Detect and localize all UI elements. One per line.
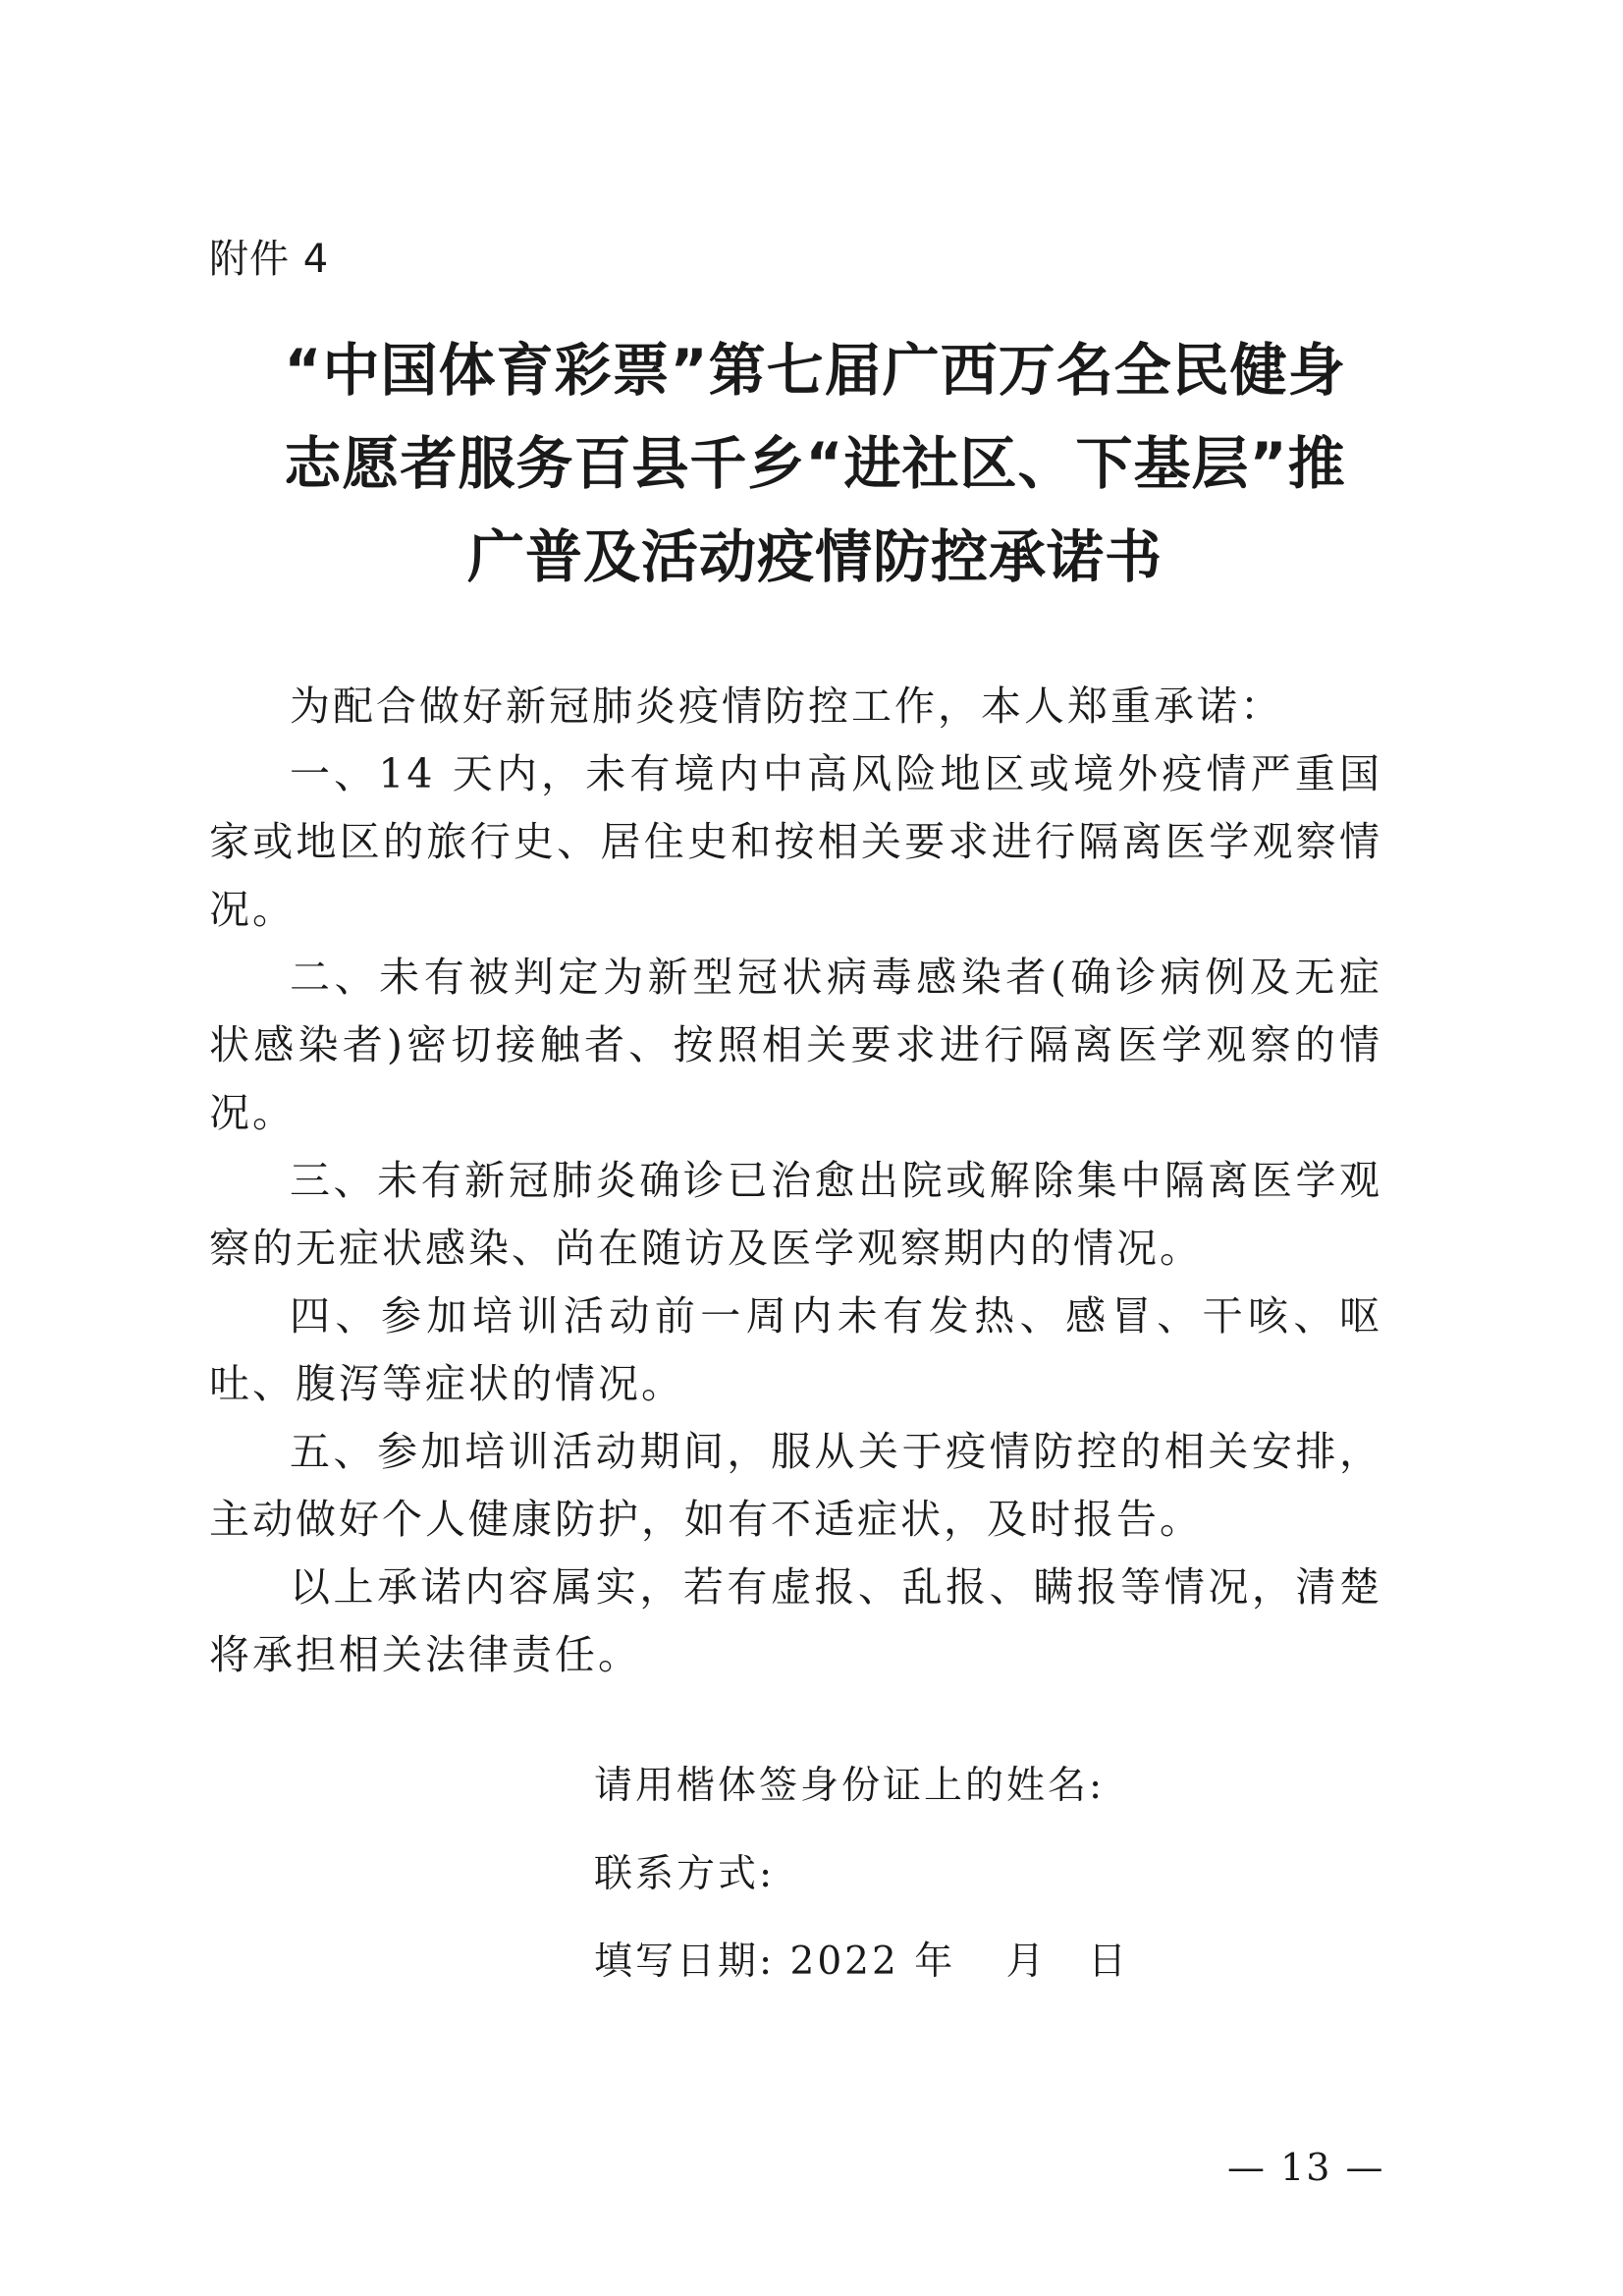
intro-paragraph: 为配合做好新冠肺炎疫情防控工作，本人郑重承诺： <box>290 683 1283 730</box>
commitment-item-4: 四、参加培训活动前一周内未有发热、感冒、干咳、呕吐、腹泻等症状的情况。 <box>209 1292 1382 1407</box>
date-day-unit: 日 <box>1088 1940 1130 1984</box>
signature-name-label: 请用楷体签身份证上的姓名: <box>594 1764 1106 1808</box>
date-year: 2022 <box>789 1940 899 1984</box>
title-line-3: 广普及活动疫情防控承诺书 <box>466 523 1163 590</box>
page-number: — 13 — <box>1227 2146 1385 2189</box>
commitment-item-1: 一、14 天内，未有境内中高风险地区或境外疫情严重国家或地区的旅行史、居住史和按相关要求进行隔离医学观察情况。 <box>209 750 1382 933</box>
title-line-2: 志愿者服务百县千乡“进社区、下基层”推 <box>284 430 1346 497</box>
contact-label: 联系方式: <box>594 1852 776 1896</box>
commitment-item-3: 三、未有新冠肺炎确诊已治愈出院或解除集中隔离医学观察的无症状感染、尚在随访及医学观察期内的情况。 <box>209 1157 1382 1272</box>
fill-date <box>594 1931 1129 1986</box>
date-month-unit: 月 <box>1005 1940 1048 1984</box>
date-year-unit: 年 <box>914 1940 956 1984</box>
commitment-body <box>209 673 1382 1689</box>
closing-paragraph: 以上承诺内容属实，若有虚报、乱报、瞒报等情况，清楚将承担相关法律责任。 <box>209 1563 1382 1678</box>
commitment-item-5: 五、参加培训活动期间，服从关于疫情防控的相关安排，主动做好个人健康防护，如有不适症状，及时报告。 <box>209 1428 1382 1543</box>
document-title <box>196 324 1434 604</box>
date-label: 填写日期: <box>594 1940 776 1984</box>
annex-label: 附件 4 <box>209 237 330 282</box>
commitment-item-2: 二、未有被判定为新型冠状病毒感染者(确诊病例及无症状感染者)密切接触者、按照相关要求进行隔离医学观察的情况。 <box>209 954 1382 1136</box>
title-line-1: “中国体育彩票”第七届广西万名全民健身 <box>284 337 1346 404</box>
